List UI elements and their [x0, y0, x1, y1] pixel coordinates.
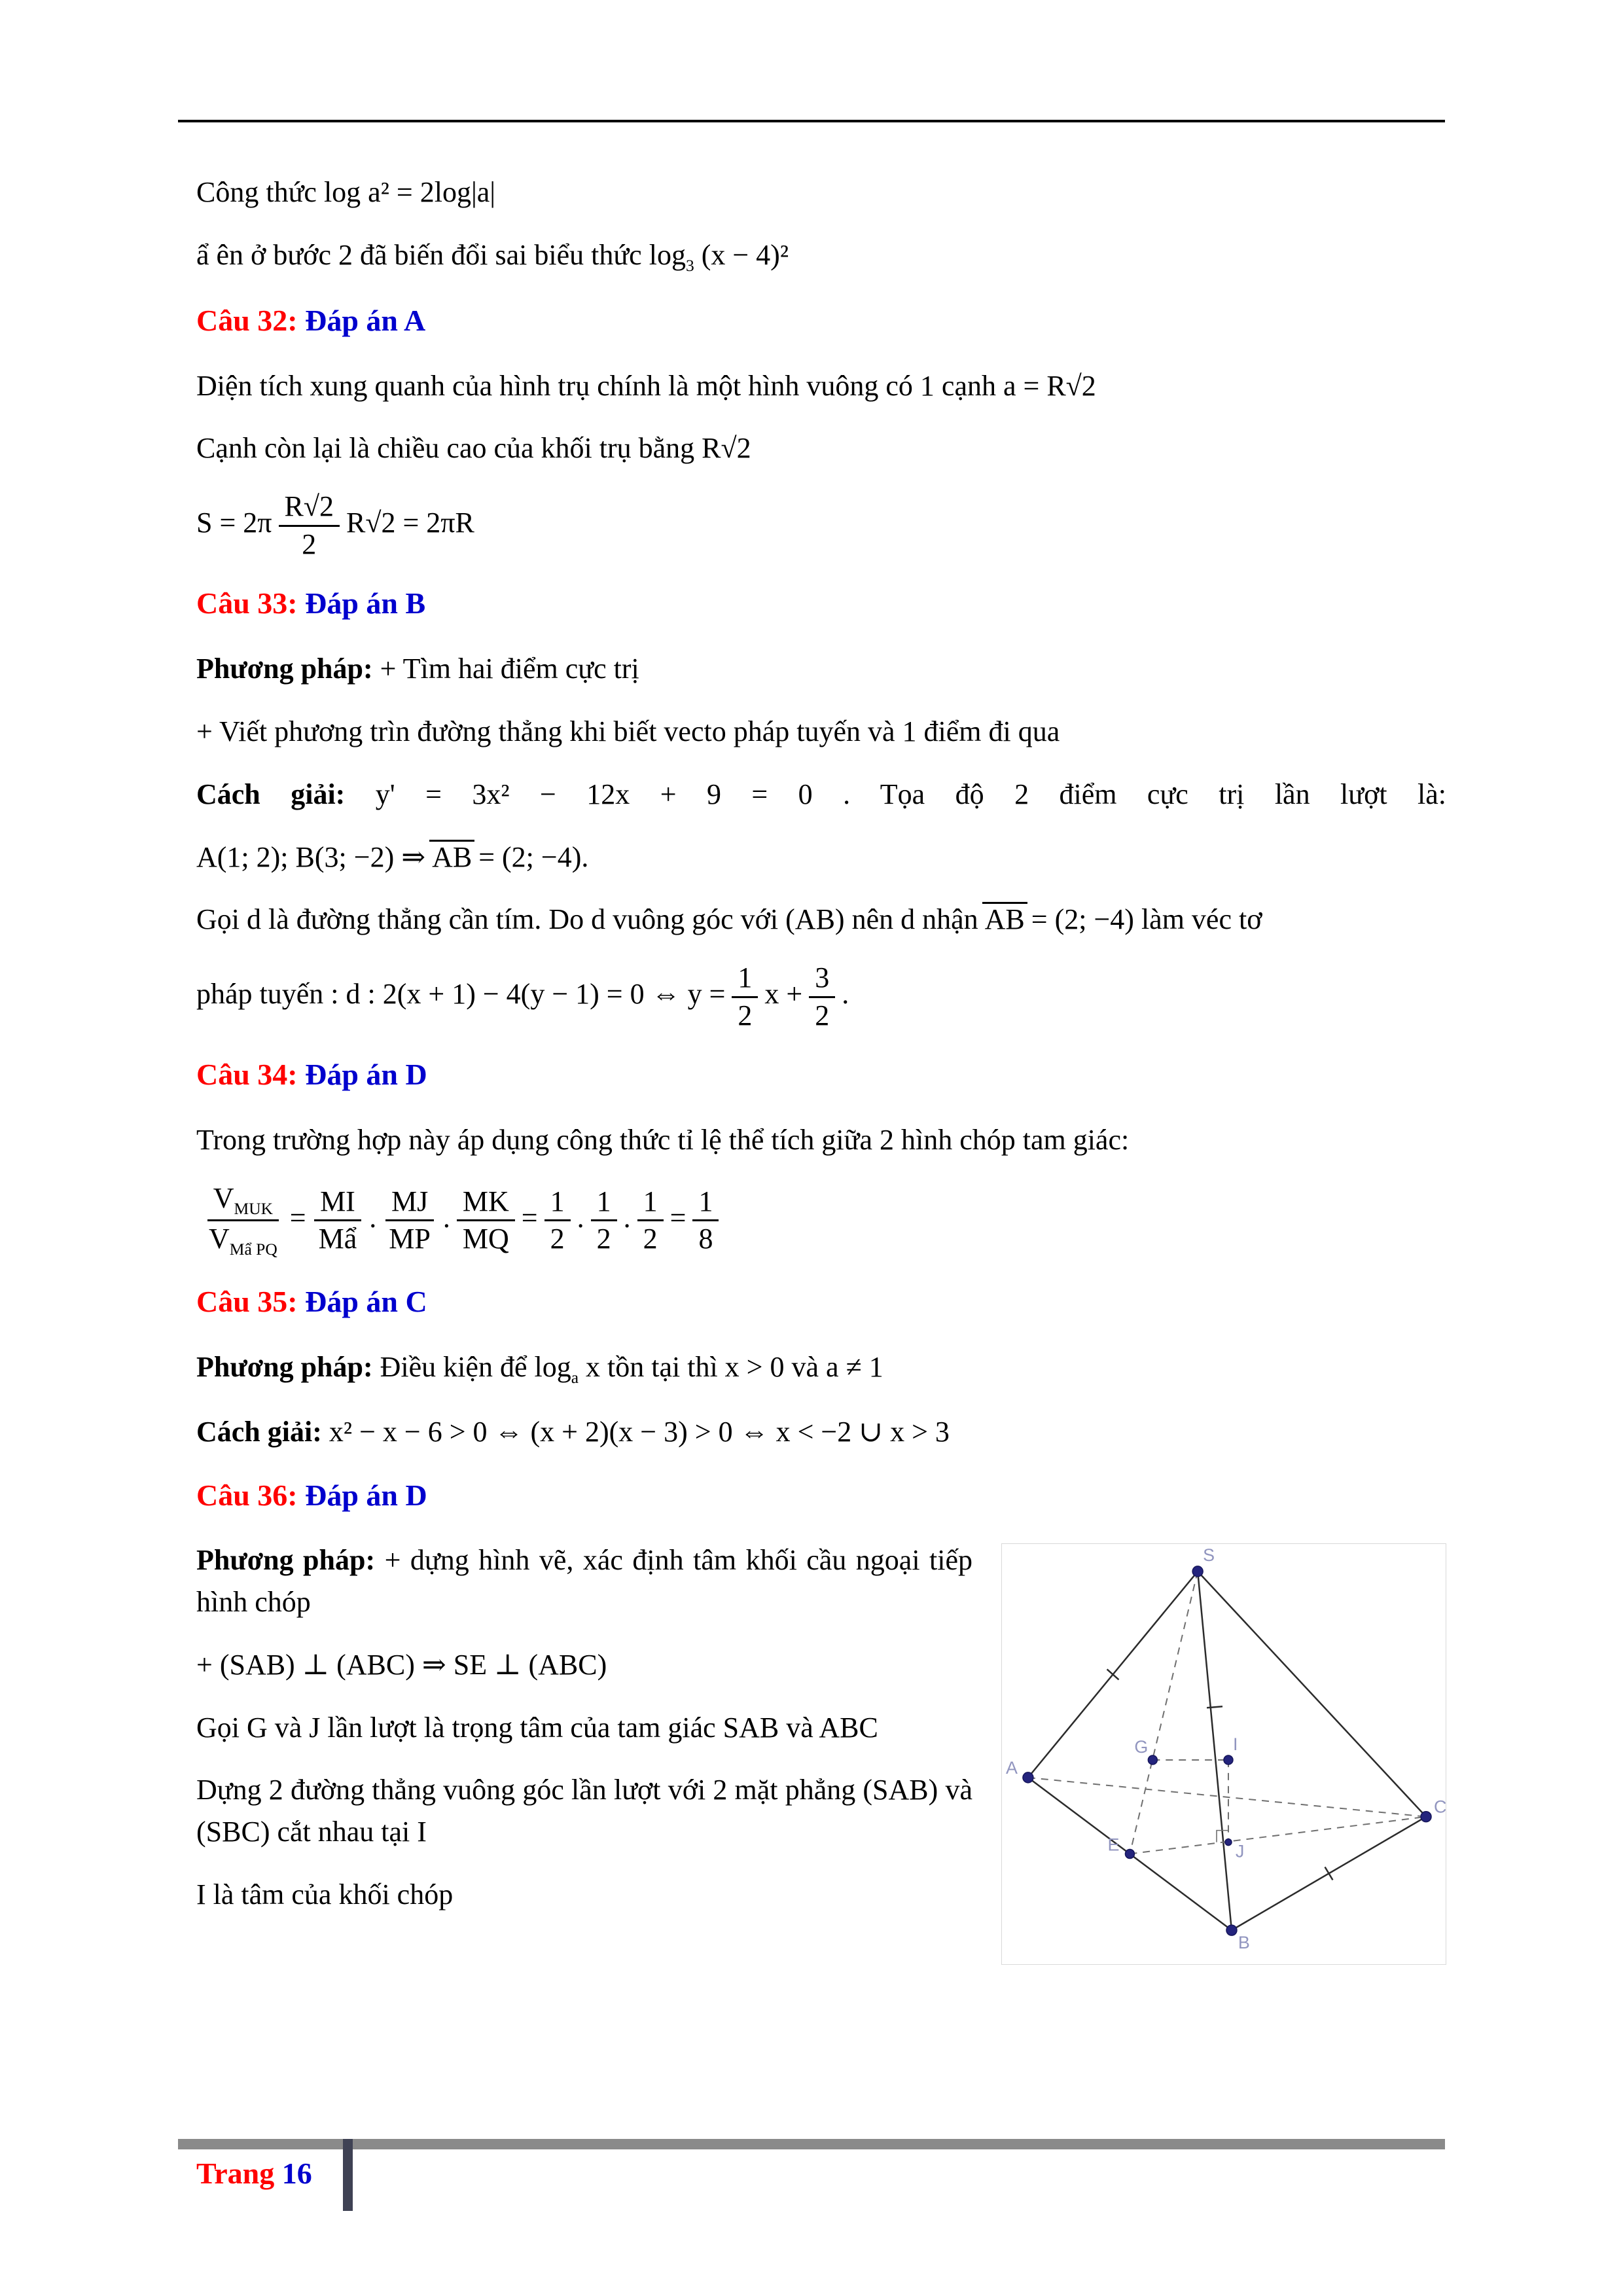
math-pre: S = 2π [196, 507, 272, 539]
math-dot: . [623, 1201, 631, 1234]
fraction-denominator [203, 1221, 283, 1259]
tetrahedron-figure [1001, 1543, 1446, 1965]
paragraph-volume-intro [196, 1119, 1446, 1161]
footer-vertical-bar [343, 2139, 353, 2211]
fraction-numerator: 1 [732, 961, 758, 998]
label-J: J [1235, 1841, 1245, 1861]
paragraph-line-d [196, 899, 1446, 941]
fraction [457, 1185, 515, 1256]
answer-label: Đáp án C [305, 1284, 427, 1318]
footer-rule-bar [178, 2139, 1445, 2149]
text-run: + dựng hình vẽ, xác định tâm khối cầu ngoại tiếp hình chóp [196, 1544, 973, 1619]
fraction [383, 1185, 437, 1256]
paragraph-cylinder-2 [196, 427, 1446, 469]
fraction [637, 1185, 664, 1256]
median-EC [1130, 1817, 1426, 1854]
math-perpendicular: + (SAB) ⊥ (ABC) ⇒ SE ⊥ (ABC) [196, 1648, 607, 1681]
page-number [196, 2156, 312, 2191]
fraction [591, 1185, 617, 1256]
method-label: Phương pháp: [196, 1544, 376, 1577]
math-v-sub: MUK [234, 1199, 274, 1218]
math-argument: (x − 4)² [701, 238, 789, 271]
formula-volume-ratio [196, 1182, 1446, 1259]
text-run: + Tìm hai điểm cực trị [380, 653, 639, 685]
math-equals: = [669, 1201, 687, 1234]
fraction-denominator: MP [389, 1223, 431, 1255]
text-run: x tồn tại thì x > 0 và a ≠ 1 [586, 1350, 883, 1383]
page-number-value: 16 [281, 2157, 312, 2190]
text-run: Diện tích xung quanh của hình trụ chính là một hình vuông có 1 cạnh [196, 369, 996, 402]
question-number: Câu 36: [196, 1478, 298, 1512]
paragraph-points-ab [196, 836, 1446, 878]
label-C: C [1434, 1797, 1446, 1817]
math-log-identity: log a² = 2log|a| [323, 176, 496, 208]
fraction-numerator: R√2 [279, 490, 340, 527]
text-run: I là tâm của khối chóp [196, 1878, 454, 1910]
question-number: Câu 35: [196, 1284, 298, 1318]
paragraph-normal-vector [196, 961, 1446, 1032]
math-edge: a = R√2 [1003, 369, 1096, 402]
vector-ab-overline: AB [429, 840, 474, 873]
top-rule [178, 120, 1445, 122]
text-run: ẩ ên ở bước 2 đã biến đổi sai biểu thức [196, 238, 642, 271]
text-run: . Tọa độ 2 điểm cực trị lần lượt là: [843, 778, 1447, 810]
text-run: làm véc tơ [1141, 903, 1262, 936]
solution-label: Cách giải: [196, 1415, 322, 1448]
text-run: Cạnh còn lại là chiều cao của khối trụ bằng [196, 432, 695, 465]
text-run: Gọi G và J lần lượt là trọng tâm của tam giác SAB và ABC [196, 1711, 878, 1744]
text-run: Điều kiện để log [380, 1350, 571, 1383]
tick-BC [1325, 1867, 1333, 1880]
math-v-sub: Mẩ PQ [229, 1240, 277, 1259]
vector-ab-overline: AB [982, 902, 1027, 935]
edge-AC-hidden [1028, 1778, 1426, 1817]
paragraph-solution-33 [196, 774, 1446, 816]
text-run: + Viết phương trìn đường thẳng khi biết vecto pháp tuyến và 1 điểm đi qua [196, 715, 1060, 747]
paragraph-step2-note [196, 234, 1446, 278]
answer-label: Đáp án D [305, 1478, 427, 1512]
fraction-volumes [203, 1182, 283, 1259]
fraction-denominator: 2 [815, 999, 830, 1031]
tetrahedron-svg [1002, 1544, 1446, 1964]
answer-label: Đáp án D [305, 1058, 427, 1092]
heading-cau-36 [196, 1474, 1446, 1518]
math-height: R√2 [702, 432, 751, 465]
fraction-denominator: Mẩ [318, 1223, 357, 1255]
question-number: Câu 32: [196, 303, 298, 337]
label-E: E [1107, 1835, 1120, 1855]
point-B [1226, 1925, 1237, 1935]
math-derivative: y' = 3x² − 12x + 9 = 0 [375, 778, 813, 810]
fraction-denominator: 2 [738, 999, 753, 1031]
math-points: A(1; 2); B(3; −2) ⇒ [196, 840, 426, 873]
label-I: I [1232, 1734, 1238, 1755]
fraction [732, 961, 758, 1032]
math-log-base: a [571, 1367, 579, 1387]
fraction-numerator: 1 [692, 1185, 719, 1222]
point-A [1023, 1772, 1033, 1783]
math-equals: = [521, 1201, 538, 1234]
heading-cau-32 [196, 299, 1446, 343]
solution-label: Cách giải: [196, 778, 346, 810]
answer-label: Đáp án B [305, 586, 426, 620]
math-post: . [842, 978, 849, 1011]
fraction-denominator: 2 [643, 1223, 658, 1255]
formula-lateral-area [196, 490, 1446, 561]
fraction-denominator: 8 [698, 1223, 713, 1255]
paragraph-cylinder-1 [196, 365, 1446, 407]
heading-cau-35 [196, 1280, 1446, 1324]
fraction-numerator: MK [457, 1185, 515, 1222]
fraction [313, 1185, 363, 1256]
paragraph-method-33b [196, 711, 1446, 753]
fraction-denominator: 2 [302, 528, 317, 560]
math-log-base: 3 [685, 256, 694, 275]
document-content [196, 171, 1446, 1973]
math-vector-value: = (2; −4) [1031, 903, 1134, 936]
fraction-numerator: 1 [544, 1185, 571, 1222]
tick-SA [1107, 1670, 1119, 1680]
fraction-numerator: 1 [591, 1185, 617, 1222]
point-I [1224, 1755, 1233, 1765]
math-dot: . [577, 1201, 584, 1234]
fraction [544, 1185, 571, 1256]
fraction-numerator: 3 [809, 961, 835, 998]
point-E [1125, 1850, 1134, 1859]
fraction-numerator: MJ [385, 1185, 434, 1222]
fraction [809, 961, 835, 1032]
math-log: log [649, 238, 686, 271]
math-post: R√2 = 2πR [346, 507, 474, 539]
answer-label: Đáp án A [305, 303, 426, 337]
text-run: Công thức [196, 176, 317, 208]
fraction-denominator: 2 [596, 1223, 611, 1255]
method-label: Phương pháp: [196, 653, 373, 685]
math-dot: . [442, 1201, 450, 1234]
paragraph-method-33 [196, 648, 1446, 690]
fraction [692, 1185, 719, 1256]
paragraph-log-identity [196, 171, 1446, 213]
point-G [1148, 1755, 1157, 1765]
heading-cau-33 [196, 582, 1446, 626]
point-C [1421, 1812, 1431, 1822]
label-S: S [1203, 1545, 1215, 1566]
fraction-denominator: 2 [550, 1223, 565, 1255]
point-J [1225, 1839, 1232, 1846]
label-G: G [1134, 1737, 1149, 1757]
fraction-numerator: 1 [637, 1185, 664, 1222]
math-vector-value: = (2; −4). [478, 840, 589, 873]
edge-SB [1198, 1571, 1232, 1930]
label-B: B [1238, 1933, 1250, 1953]
heading-cau-34 [196, 1053, 1446, 1097]
paragraph-method-35 [196, 1346, 1446, 1390]
math-equals: = [289, 1201, 306, 1234]
point-S [1192, 1566, 1203, 1577]
section-cau-36 [196, 1474, 1446, 1953]
fraction [279, 490, 340, 561]
math-v: V [213, 1181, 234, 1214]
math-v: V [209, 1223, 230, 1255]
fraction-numerator [207, 1182, 279, 1222]
question-number: Câu 33: [196, 586, 298, 620]
math-mid: x + [764, 978, 803, 1011]
math-pre: pháp tuyến : d : 2(x + 1) − 4(y − 1) = 0 ⇔ y = [196, 978, 726, 1011]
text-run: Dựng 2 đường thẳng vuông góc lần lượt với 2 mặt phẳng (SAB) và (SBC) cắt nhau tại I [196, 1774, 972, 1848]
label-A: A [1006, 1758, 1018, 1778]
text-run: Trong trường hợp này áp dụng công thức tỉ lệ thể tích giữa 2 hình chóp tam giác: [196, 1124, 1130, 1156]
math-dot: . [369, 1201, 377, 1234]
paragraph-solution-35 [196, 1411, 1446, 1453]
tick-SB [1207, 1706, 1222, 1708]
math-inequality: x² − x − 6 > 0 ⇔ (x + 2)(x − 3) > 0 ⇔ x < −2 ∪ x > 3 [329, 1415, 950, 1448]
text-run: Gọi d là đường thẳng cần tím. Do d vuông góc với (AB) nên d nhận [196, 903, 978, 936]
math-log3-expression [649, 238, 789, 275]
question-number: Câu 34: [196, 1058, 298, 1092]
edge-SC [1198, 1571, 1426, 1817]
fraction-numerator: MI [314, 1185, 361, 1222]
method-label: Phương pháp: [196, 1350, 373, 1383]
fraction-denominator: MQ [462, 1223, 509, 1255]
page-number-label: Trang [196, 2157, 275, 2190]
